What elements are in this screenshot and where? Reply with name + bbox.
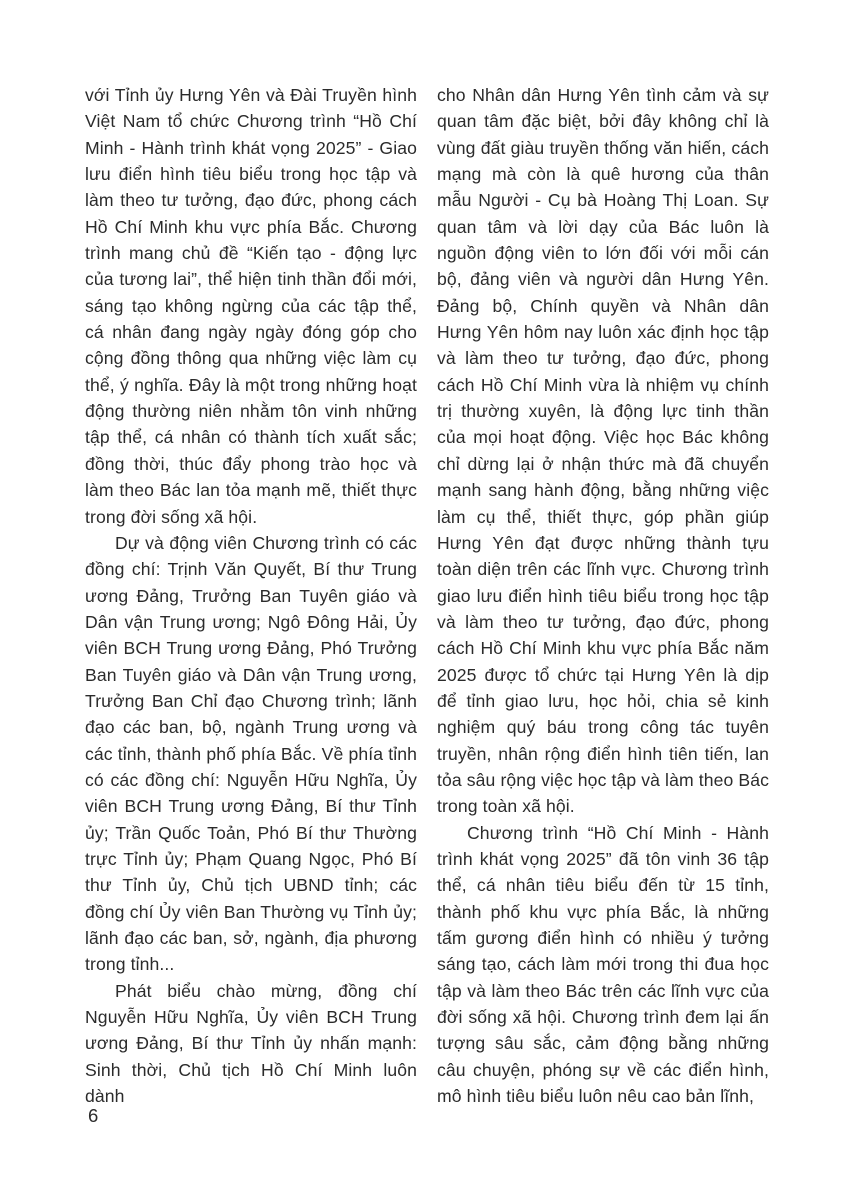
- page-number: 6: [88, 1105, 99, 1126]
- text-columns: [85, 82, 769, 1109]
- paragraph: Dự và động viên Chương trình có các đồng chí: Trịnh Văn Quyết, Bí thư Trung ương Đảng, Trưởng Ban Tuyên giáo và Dân vận Trung ương; Ngô Đông Hải, Ủy viên BCH Trung ương Đảng, Phó Trưởng Ban Tuyên giáo và Dân vận Trung ương, Trưởng Ban Chỉ đạo Chương trình; lãnh đạo các ban, bộ, ngành Trung ương và các tỉnh, thành phố phía Bắc. Về phía tỉnh có các đồng chí: Nguyễn Hữu Nghĩa, Ủy viên BCH Trung ương Đảng, Bí thư Tỉnh ủy; Trần Quốc Toản, Phó Bí thư Thường trực Tỉnh ủy; Phạm Quang Ngọc, Phó Bí thư Tỉnh ủy, Chủ tịch UBND tỉnh; các đồng chí Ủy viên Ban Thường vụ Tỉnh ủy; lãnh đạo các ban, sở, ngành, địa phương trong tỉnh...: [85, 532, 417, 975]
- paragraph: cho Nhân dân Hưng Yên tình cảm và sự quan tâm đặc biệt, bởi đây không chỉ là vùng đất giàu truyền thống văn hiến, cách mạng mà còn là quê hương của thân mẫu Người - Cụ bà Hoàng Thị Loan. Sự quan tâm và lời dạy của Bác luôn là nguồn động viên to lớn đối với mỗi cán bộ, đảng viên và người dân Hưng Yên. Đảng bộ, Chính quyền và Nhân dân Hưng Yên hôm nay luôn xác định học tập và làm theo tư tưởng, đạo đức, phong cách Hồ Chí Minh vừa là nhiệm vụ chính trị thường xuyên, là động lực tinh thần của mọi hoạt động. Việc học Bác không chỉ dừng lại ở nhận thức mà đã chuyển mạnh sang hành động, bằng những việc làm cụ thể, thiết thực, góp phần giúp Hưng Yên đạt được những thành tựu toàn diện trên các lĩnh vực. Chương trình giao lưu điển hình tiêu biểu trong học tập và làm theo tư tưởng, đạo đức, phong cách Hồ Chí Minh khu vực phía Bắc năm 2025 được tổ chức tại Hưng Yên là dịp để tỉnh giao lưu, học hỏi, chia sẻ kinh nghiệm quý báu trong công tác tuyên truyền, nhân rộng điển hình tiên tiến, lan tỏa sâu rộng việc học tập và làm theo Bác trong toàn xã hội.: [437, 85, 769, 817]
- text-column-right: [437, 82, 769, 1109]
- paragraph: Phát biểu chào mừng, đồng chí Nguyễn Hữu Nghĩa, Ủy viên BCH Trung ương Đảng, Bí thư Tỉnh ủy nhấn mạnh: Sinh thời, Chủ tịch Hồ Chí Minh luôn dành: [85, 980, 417, 1107]
- paragraph: với Tỉnh ủy Hưng Yên và Đài Truyền hình Việt Nam tổ chức Chương trình “Hồ Chí Minh - Hành trình khát vọng 2025” - Giao lưu điển hình tiêu biểu trong học tập và làm theo tư tưởng, đạo đức, phong cách Hồ Chí Minh khu vực phía Bắc. Chương trình mang chủ đề “Kiến tạo - động lực của tương lai”, thể hiện tinh thần đổi mới, sáng tạo không ngừng của các tập thể, cá nhân đang ngày ngày đóng góp cho cộng đồng thông qua những việc làm cụ thể, ý nghĩa. Đây là một trong những hoạt động thường niên nhằm tôn vinh những tập thể, cá nhân có thành tích xuất sắc; đồng thời, thúc đẩy phong trào học và làm theo Bác lan tỏa mạnh mẽ, thiết thực trong đời sống xã hội.: [85, 85, 417, 527]
- paragraph: Chương trình “Hồ Chí Minh - Hành trình khát vọng 2025” đã tôn vinh 36 tập thể, cá nhân tiêu biểu đến từ 15 tỉnh, thành phố khu vực phía Bắc, là những tấm gương điển hình có nhiều ý tưởng sáng tạo, cách làm mới trong thi đua học tập và làm theo Bác trên các lĩnh vực của đời sống xã hội. Chương trình đem lại ấn tượng sâu sắc, cảm động bằng những câu chuyện, phóng sự về các điển hình, mô hình tiêu biểu luôn nêu cao bản lĩnh,: [437, 822, 769, 1107]
- text-column-left: [85, 82, 417, 1109]
